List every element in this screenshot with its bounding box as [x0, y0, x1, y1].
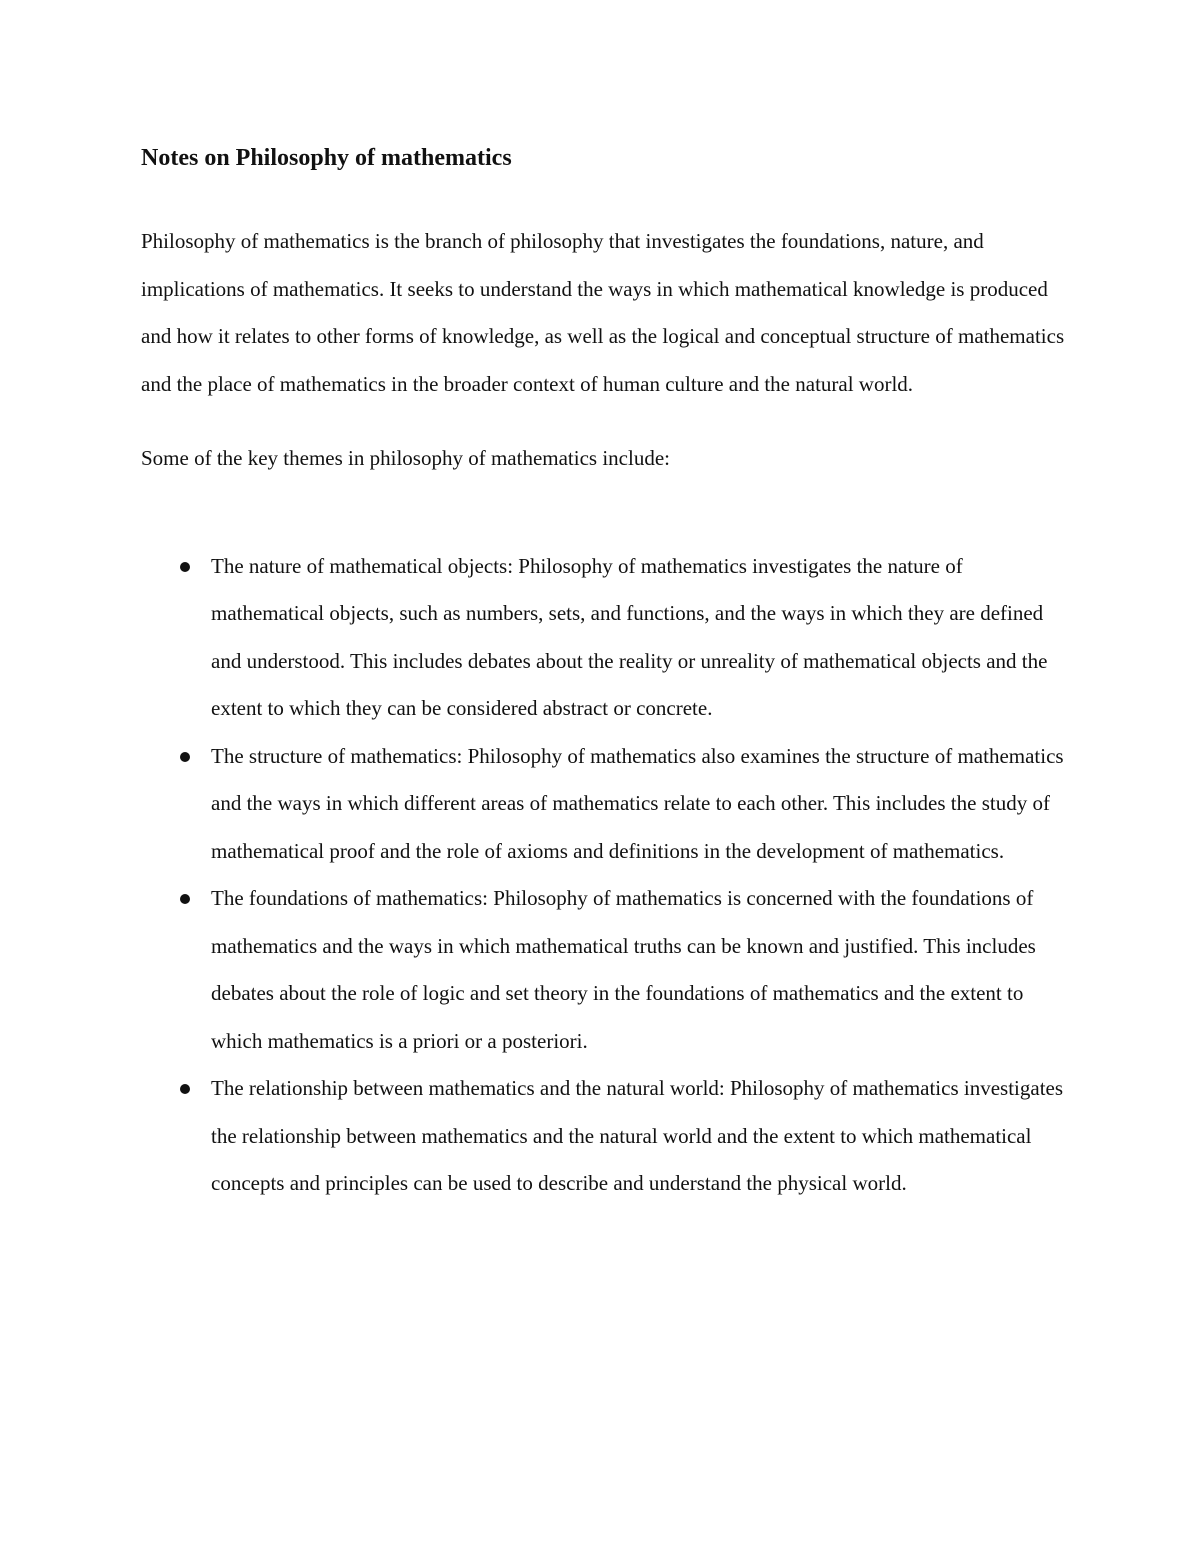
list-item — [141, 1065, 1071, 1208]
document-title: Notes on Philosophy of mathematics — [141, 145, 512, 171]
theme-text: The foundations of mathematics: Philosophy of mathematics is concerned with the foundations of mathematics and the ways in which mathematical truths can be known and justified. This includes debates about the role of logic and set theory in the foundations of mathematics and the extent to which mathematics is a priori or a posteriori. — [211, 886, 1036, 1053]
bullet-icon — [180, 1084, 190, 1094]
theme-text: The relationship between mathematics and the natural world: Philosophy of mathematics investigates the relationship between mathematics and the natural world and the extent to which mathematical concepts and principles can be used to describe and understand the physical world. — [211, 1076, 1064, 1195]
list-item — [141, 875, 1071, 1065]
document-body — [141, 140, 1071, 1208]
intro-paragraph: Philosophy of mathematics is the branch of philosophy that investigates the foundations, nature, and implications of mathematics. It seeks to understand the ways in which mathematical knowledge is produced and how it relates to other forms of knowledge, as well as the logical and conceptual structure of mathematics and the place of mathematics in the broader context of human culture and the natural world. — [141, 229, 1065, 396]
list-item — [141, 543, 1071, 733]
theme-text: The structure of mathematics: Philosophy of mathematics also examines the structure of mathematics and the ways in which different areas of mathematics relate to each other. This includes the study of mathematical proof and the role of axioms and definitions in the development of mathematics. — [211, 743, 1064, 863]
themes-lead-paragraph: Some of the key themes in philosophy of mathematics include: — [141, 446, 670, 470]
bullet-icon — [180, 894, 190, 904]
list-item — [141, 733, 1071, 876]
theme-text: The nature of mathematical objects: Philosophy of mathematics investigates the nature of mathematical objects, such as numbers, sets, and functions, and the ways in which they are defined and understood. This includes debates about the reality or unreality of mathematical objects and the extent to which they can be considered abstract or concrete. — [211, 553, 1048, 720]
themes-list — [141, 543, 1071, 1208]
bullet-icon — [180, 752, 190, 762]
bullet-icon — [180, 562, 190, 572]
